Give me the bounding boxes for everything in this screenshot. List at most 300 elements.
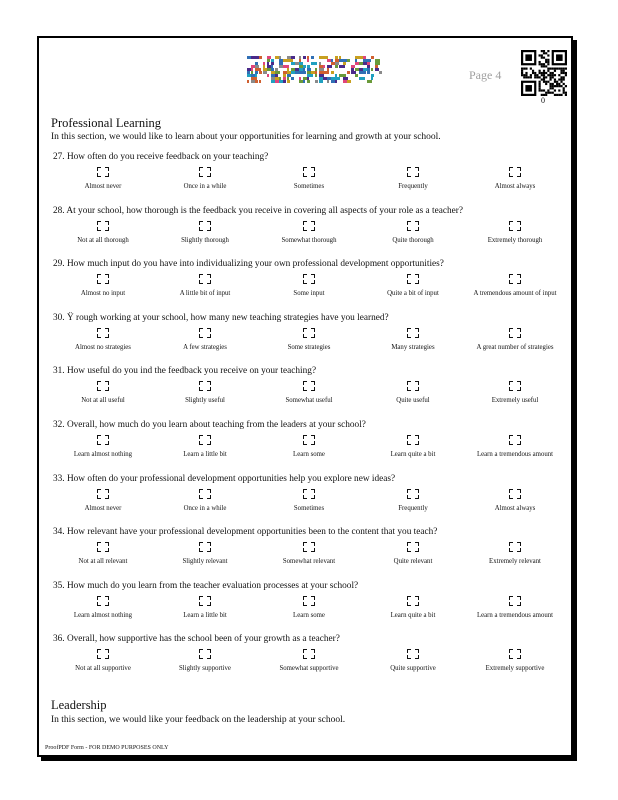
- question-27-option: [361, 167, 465, 191]
- question-29-option: [51, 274, 155, 298]
- qr-module: [541, 57, 543, 59]
- qr-module: [545, 94, 547, 96]
- qr-module: [539, 61, 541, 63]
- option-label: Learn a little bit: [183, 451, 227, 458]
- radio-button[interactable]: [199, 167, 211, 177]
- question-29-option: [153, 274, 257, 298]
- logo-pixel: [267, 74, 269, 77]
- qr-module: [558, 78, 560, 80]
- logo-pixel: [303, 71, 306, 74]
- qr-module: [541, 54, 543, 56]
- logo-pixel: [355, 74, 358, 77]
- qr-module: [565, 72, 567, 74]
- qr-module: [563, 87, 565, 89]
- radio-button[interactable]: [407, 489, 419, 499]
- qr-module: [563, 92, 565, 94]
- option-label: Not at all relevant: [78, 558, 128, 566]
- radio-button[interactable]: [303, 435, 315, 445]
- qr-module: [543, 65, 545, 67]
- school-logo: [247, 56, 381, 82]
- option-label: Some input: [293, 290, 325, 298]
- question-28-text: 28. At your school, how thorough is the feedback you receive in covering all aspects of your role as a teacher?: [53, 205, 463, 216]
- question-32-text: 32. Overall, how much do you learn about teaching from the leaders at your school?: [53, 420, 366, 430]
- radio-button[interactable]: [407, 328, 419, 338]
- form-page: [37, 36, 573, 757]
- option-label: Almost always: [494, 183, 536, 190]
- logo-pixel: [287, 80, 290, 83]
- qr-module: [563, 68, 565, 70]
- question-29-option: [361, 274, 465, 298]
- logo-pixel: [347, 80, 351, 83]
- logo-pixel: [359, 77, 365, 80]
- qr-module: [558, 68, 560, 70]
- qr-module: [547, 50, 549, 52]
- logo-pixel: [307, 59, 309, 62]
- qr-module: [539, 70, 541, 72]
- question-35-option: [257, 596, 361, 620]
- radio-button[interactable]: [509, 649, 521, 659]
- page-number: Page 4: [469, 68, 502, 82]
- option-label: Almost never: [84, 183, 122, 190]
- logo-pixel: [315, 80, 318, 83]
- option-label: Learn some: [293, 611, 325, 619]
- qr-module: [549, 76, 551, 78]
- radio-button[interactable]: [199, 274, 211, 284]
- radio-button[interactable]: [407, 381, 419, 391]
- radio-button[interactable]: [509, 328, 521, 338]
- radio-button[interactable]: [509, 542, 521, 552]
- qr-module: [543, 57, 545, 59]
- qr-module: [560, 72, 562, 74]
- qr-module: [545, 65, 547, 67]
- radio-button[interactable]: [97, 381, 109, 391]
- qr-module: [547, 63, 549, 65]
- question-30-option: [361, 328, 465, 352]
- radio-button[interactable]: [97, 274, 109, 284]
- option-label: Quite supportive: [390, 665, 436, 673]
- question-36-text: 36. Overall, how supportive has the school been of your growth as a teacher?: [53, 634, 340, 645]
- radio-button[interactable]: [407, 649, 419, 659]
- option-label: Almost never: [84, 504, 122, 512]
- logo-pixel: [259, 71, 262, 74]
- option-label: Extremely supportive: [485, 665, 545, 673]
- qr-module: [547, 74, 549, 76]
- qr-module: [536, 76, 538, 78]
- option-label: Once in a while: [183, 504, 227, 512]
- logo-pixel: [315, 74, 317, 77]
- qr-module: [552, 68, 554, 70]
- radio-button[interactable]: [303, 221, 315, 231]
- question-34-option: [51, 542, 155, 566]
- option-label: Somewhat thorough: [281, 236, 337, 244]
- qr-module: [534, 74, 536, 76]
- question-35-option: [463, 596, 567, 620]
- question-33-option: [463, 489, 567, 513]
- question-29-text: 29. How much input do you have into individualizing your own professional development opportunities?: [53, 259, 444, 270]
- qr-module: [552, 87, 554, 89]
- radio-button[interactable]: [407, 542, 419, 552]
- qr-module: [545, 59, 547, 61]
- question-34-option: [463, 542, 567, 566]
- question-30-option: [153, 328, 257, 352]
- qr-module: [532, 70, 534, 72]
- qr-module: [563, 72, 565, 74]
- qr-module: [554, 81, 556, 83]
- qr-module: [547, 92, 549, 94]
- radio-button[interactable]: [509, 435, 521, 445]
- footer-note: ProofPDF Form - FOR DEMO PURPOSES ONLY: [45, 745, 169, 751]
- option-label: Learn a little bit: [183, 611, 227, 619]
- radio-button[interactable]: [97, 542, 109, 552]
- question-27-text: 27. How often do you receive feedback on your teaching?: [53, 152, 269, 162]
- radio-button[interactable]: [303, 328, 315, 338]
- qr-module: [549, 78, 551, 80]
- qr-module: [547, 68, 549, 70]
- logo-pixel: [339, 65, 345, 68]
- qr-module: [556, 68, 558, 70]
- qr-module: [556, 81, 558, 83]
- radio-button[interactable]: [97, 221, 109, 231]
- option-label: Extremely relevant: [489, 558, 541, 566]
- logo-pixel: [371, 56, 374, 59]
- qr-module: [565, 92, 567, 94]
- radio-button[interactable]: [199, 221, 211, 231]
- option-label: Almost no input: [80, 290, 126, 298]
- option-label: Learn some: [293, 451, 325, 458]
- qr-module: [525, 72, 527, 74]
- option-label: Frequently: [398, 183, 428, 190]
- radio-button[interactable]: [303, 542, 315, 552]
- qr-module: [558, 83, 560, 85]
- qr-module: [521, 70, 523, 72]
- qr-module: [539, 54, 541, 56]
- qr-module: [558, 85, 560, 87]
- qr-module: [549, 68, 551, 70]
- qr-module: [532, 72, 534, 74]
- question-31-option: [257, 381, 361, 405]
- qr-module: [541, 50, 543, 52]
- qr-module: [558, 89, 560, 91]
- option-label: A little bit of input: [179, 290, 231, 298]
- qr-module: [525, 68, 527, 70]
- logo-pixel: [303, 80, 305, 83]
- qr-module: [539, 63, 541, 65]
- qr-module: [541, 74, 543, 76]
- qr-code: [521, 50, 567, 96]
- qr-module: [549, 72, 551, 74]
- section-title-professional-learning: Professional Learning: [51, 116, 162, 130]
- qr-module: [543, 81, 545, 83]
- qr-module: [543, 74, 545, 76]
- question-35-text: 35. How much do you learn from the teacher evaluation processes at your school?: [53, 580, 359, 591]
- qr-module: [547, 81, 549, 83]
- qr-module: [541, 78, 543, 80]
- option-label: Frequently: [398, 504, 428, 512]
- qr-module: [539, 76, 541, 78]
- radio-button[interactable]: [303, 167, 315, 177]
- radio-button[interactable]: [97, 489, 109, 499]
- qr-module: [565, 68, 567, 70]
- logo-pixel: [371, 68, 373, 71]
- qr-module: [552, 72, 554, 74]
- question-36-option: [257, 649, 361, 673]
- radio-button[interactable]: [509, 489, 521, 499]
- radio-button[interactable]: [509, 167, 521, 177]
- qr-module: [560, 85, 562, 87]
- option-label: Extremely useful: [491, 397, 539, 405]
- logo-pixel: [255, 80, 258, 83]
- radio-button[interactable]: [97, 596, 109, 606]
- question-33-option: [361, 489, 465, 513]
- qr-module: [543, 72, 545, 74]
- radio-button[interactable]: [509, 274, 521, 284]
- question-30-option: [51, 328, 155, 352]
- qr-module: [525, 74, 527, 76]
- section-title-leadership: Leadership: [51, 698, 107, 712]
- option-label: Quite relevant: [393, 558, 433, 566]
- qr-module: [528, 76, 530, 78]
- option-label: Not at all supportive: [75, 665, 131, 673]
- radio-button[interactable]: [199, 435, 211, 445]
- question-36-option: [153, 649, 257, 673]
- qr-module: [530, 68, 532, 70]
- qr-module: [521, 68, 523, 70]
- section-intro-professional-learning: In this section, we would like to learn about your opportunities for learning and growth at your school.: [51, 132, 441, 142]
- qr-module: [563, 76, 565, 78]
- qr-module: [521, 72, 523, 74]
- qr-module: [525, 85, 532, 92]
- radio-button[interactable]: [303, 596, 315, 606]
- logo-pixel: [247, 80, 249, 83]
- radio-button[interactable]: [303, 649, 315, 659]
- question-29-option: [463, 274, 567, 298]
- qr-module: [552, 83, 554, 85]
- logo-pixel: [363, 71, 366, 74]
- logo-pixel: [347, 71, 350, 74]
- option-label: A great number of strategies: [476, 343, 554, 351]
- radio-button[interactable]: [407, 596, 419, 606]
- logo-pixel: [319, 80, 323, 83]
- option-label: Once in a while: [183, 183, 227, 190]
- qr-module: [556, 94, 558, 96]
- radio-button[interactable]: [97, 435, 109, 445]
- option-label: Slightly relevant: [182, 558, 228, 566]
- radio-button[interactable]: [199, 596, 211, 606]
- question-28-option: [51, 221, 155, 245]
- radio-button[interactable]: [407, 221, 419, 231]
- option-label: Quite a bit of input: [387, 290, 439, 298]
- radio-button[interactable]: [199, 328, 211, 338]
- radio-button[interactable]: [199, 381, 211, 391]
- qr-module: [560, 94, 562, 96]
- qr-module: [543, 78, 545, 80]
- question-27-option: [153, 167, 257, 191]
- section-intro-leadership: In this section, we would like your feedback on the leadership at your school.: [51, 715, 346, 725]
- qr-module: [543, 63, 545, 65]
- question-35-option: [153, 596, 257, 620]
- question-28-option: [361, 221, 465, 245]
- qr-module: [539, 83, 541, 85]
- qr-module: [556, 54, 563, 61]
- option-label: Not at all thorough: [77, 236, 129, 244]
- question-32-option: [257, 435, 361, 459]
- option-label: Extremely thorough: [487, 236, 543, 244]
- radio-button[interactable]: [199, 649, 211, 659]
- question-27-option: [51, 167, 155, 191]
- qr-module: [552, 76, 554, 78]
- question-36-option: [51, 649, 155, 673]
- qr-module: [541, 63, 543, 65]
- qr-module: [539, 81, 541, 83]
- radio-button[interactable]: [303, 489, 315, 499]
- logo-pixel: [335, 65, 338, 68]
- radio-button[interactable]: [199, 489, 211, 499]
- qr-module: [554, 74, 556, 76]
- qr-module: [565, 74, 567, 76]
- radio-button[interactable]: [97, 328, 109, 338]
- qr-module: [549, 92, 551, 94]
- option-label: Somewhat useful: [285, 397, 333, 405]
- radio-button[interactable]: [407, 167, 419, 177]
- radio-button[interactable]: [407, 435, 419, 445]
- qr-module: [565, 94, 567, 96]
- question-32-option: [153, 435, 257, 459]
- qr-module: [541, 65, 543, 67]
- qr-module: [530, 76, 532, 78]
- qr-module: [545, 81, 547, 83]
- qr-module: [545, 92, 547, 94]
- qr-module: [547, 70, 549, 72]
- option-label: Learn quite a bit: [390, 451, 436, 458]
- option-label: Learn almost nothing: [73, 451, 133, 458]
- qr-module: [554, 94, 556, 96]
- logo-pixel: [283, 80, 286, 83]
- option-label: Slightly supportive: [179, 665, 231, 673]
- qr-module: [560, 76, 562, 78]
- question-27-option: [463, 167, 567, 191]
- question-28-option: [257, 221, 361, 245]
- option-label: Quite useful: [396, 397, 430, 405]
- question-35-option: [51, 596, 155, 620]
- question-36-option: [463, 649, 567, 673]
- option-label: A tremendous amount of input: [473, 290, 557, 298]
- qr-module: [541, 89, 543, 91]
- question-31-option: [51, 381, 155, 405]
- qr-module: [536, 74, 538, 76]
- qr-module: [547, 54, 549, 56]
- qr-module: [554, 85, 556, 87]
- radio-button[interactable]: [303, 381, 315, 391]
- qr-module: [549, 83, 551, 85]
- logo-pixel: [347, 59, 350, 62]
- qr-module: [560, 81, 562, 83]
- qr-module: [534, 72, 536, 74]
- qr-code-number: 0: [541, 96, 545, 105]
- option-label: Quite thorough: [392, 236, 434, 244]
- option-label: Sometimes: [293, 183, 325, 190]
- qr-module: [563, 83, 565, 85]
- option-label: Learn almost nothing: [73, 611, 133, 619]
- qr-module: [554, 89, 556, 91]
- qr-module: [554, 70, 556, 72]
- qr-module: [523, 76, 525, 78]
- qr-module: [539, 72, 541, 74]
- radio-button[interactable]: [199, 542, 211, 552]
- logo-pixel: [367, 80, 372, 83]
- qr-module: [543, 52, 545, 54]
- qr-module: [547, 61, 549, 63]
- qr-module: [556, 85, 558, 87]
- option-label: A few strategies: [183, 343, 227, 351]
- radio-button[interactable]: [509, 596, 521, 606]
- qr-module: [525, 76, 527, 78]
- logo-pixel: [311, 62, 317, 65]
- option-label: Almost no strategies: [75, 343, 131, 351]
- question-33-option: [257, 489, 361, 513]
- question-32-option: [463, 435, 567, 459]
- logo-pixel: [379, 71, 382, 74]
- qr-module: [549, 74, 551, 76]
- option-label: Some strategies: [287, 343, 331, 351]
- radio-button[interactable]: [97, 649, 109, 659]
- logo-pixel: [367, 71, 370, 74]
- option-label: Learn a tremendous amount: [476, 611, 554, 619]
- logo-pixel: [259, 56, 262, 59]
- logo-pixel: [311, 56, 314, 59]
- question-36-option: [361, 649, 465, 673]
- qr-module: [560, 70, 562, 72]
- radio-button[interactable]: [407, 274, 419, 284]
- question-34-text: 34. How relevant have your professional development opportunities been to the content that you teach?: [53, 527, 438, 538]
- qr-module: [539, 89, 541, 91]
- qr-module: [547, 59, 549, 61]
- qr-module: [534, 76, 536, 78]
- qr-module: [543, 76, 545, 78]
- question-31-option: [463, 381, 567, 405]
- option-label: Learn quite a bit: [390, 611, 436, 619]
- logo-pixel: [327, 80, 329, 83]
- logo-pixel: [307, 80, 310, 83]
- radio-button[interactable]: [509, 381, 521, 391]
- qr-module: [563, 78, 565, 80]
- option-label: Learn a tremendous amount: [476, 451, 554, 458]
- logo-pixel: [303, 56, 306, 59]
- question-30-option: [257, 328, 361, 352]
- qr-module: [530, 74, 532, 76]
- option-label: Many strategies: [391, 343, 435, 351]
- question-27-option: [257, 167, 361, 191]
- qr-module: [543, 89, 545, 91]
- radio-button[interactable]: [509, 221, 521, 231]
- question-33-option: [153, 489, 257, 513]
- qr-module: [543, 70, 545, 72]
- radio-button[interactable]: [97, 167, 109, 177]
- option-label: Almost always: [494, 504, 536, 512]
- question-28-option: [153, 221, 257, 245]
- qr-module: [545, 72, 547, 74]
- logo-pixel: [259, 80, 261, 83]
- qr-module: [539, 87, 541, 89]
- qr-module: [560, 68, 562, 70]
- option-label: Somewhat relevant: [282, 558, 336, 566]
- qr-module: [554, 78, 556, 80]
- question-34-option: [257, 542, 361, 566]
- logo-pixel: [331, 71, 334, 74]
- qr-module: [558, 74, 560, 76]
- qr-module: [563, 70, 565, 72]
- question-29-option: [257, 274, 361, 298]
- radio-button[interactable]: [303, 274, 315, 284]
